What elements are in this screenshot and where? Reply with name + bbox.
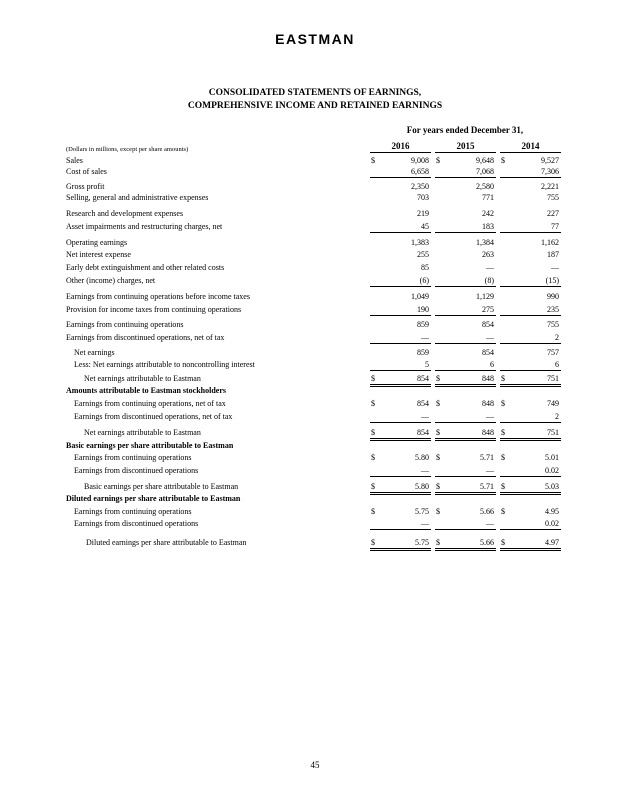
cell-value: 757: [547, 348, 559, 357]
currency-symbol: $: [436, 507, 440, 516]
cell-value: 4.95: [545, 507, 559, 516]
cell-value: 1,049: [411, 292, 429, 301]
value-cell-2016: [370, 208, 431, 219]
currency-symbol: $: [436, 156, 440, 165]
statement-row: [0, 493, 630, 504]
row-label: Earnings from continuing operations: [74, 453, 192, 462]
value-cell-2015: [435, 208, 496, 219]
cell-value: 219: [417, 209, 429, 218]
value-cell-2016: [370, 181, 431, 192]
value-cell-2016: [370, 359, 431, 371]
cell-value: 854: [482, 348, 494, 357]
cell-value: 5.71: [480, 453, 494, 462]
value-cell-2016: [370, 237, 431, 248]
value-cell-2014: [500, 518, 561, 530]
statement-row: [0, 481, 630, 492]
statement-row: [0, 332, 630, 343]
cell-value: 1,383: [411, 238, 429, 247]
row-label: Net interest expense: [66, 250, 131, 259]
currency-symbol: $: [436, 428, 440, 437]
statement-row: [0, 291, 630, 302]
currency-symbol: $: [501, 538, 505, 547]
statement-row: [0, 221, 630, 232]
value-cell-2014: [500, 452, 561, 463]
cell-value: 2: [555, 333, 559, 342]
value-cell-2016: [370, 275, 431, 287]
cell-value: 854: [417, 374, 429, 383]
statement-row: [0, 427, 630, 438]
cell-value: 5.75: [415, 538, 429, 547]
cell-value: —: [421, 412, 429, 421]
units-note: (Dollars in millions, except per share amounts): [66, 146, 189, 153]
row-label: Amounts attributable to Eastman stockholders: [66, 386, 227, 395]
row-label: Cost of sales: [66, 167, 107, 176]
statement-row: [0, 319, 630, 330]
value-cell-2015: [435, 411, 496, 423]
cell-value: 45: [421, 222, 429, 231]
cell-value: 275: [482, 305, 494, 314]
cell-value: 1,129: [476, 292, 494, 301]
value-cell-2015: [435, 506, 496, 517]
value-cell-2014: [500, 221, 561, 233]
row-label: Diluted earnings per share attributable to Eastman: [66, 494, 241, 503]
cell-value: 848: [482, 374, 494, 383]
value-cell-2015: [435, 398, 496, 409]
currency-symbol: $: [371, 453, 375, 462]
value-cell-2014: [500, 398, 561, 409]
value-cell-2016: [370, 398, 431, 409]
value-cell-2016: [370, 166, 431, 178]
cell-value: —: [551, 263, 559, 272]
cell-value: 9,527: [541, 156, 559, 165]
cell-value: 751: [547, 374, 559, 383]
cell-value: 85: [421, 263, 429, 272]
cell-value: 187: [547, 250, 559, 259]
cell-value: (15): [545, 276, 559, 285]
row-label: Operating earnings: [66, 238, 128, 247]
statement-row: [0, 262, 630, 273]
statement-row: [0, 385, 630, 396]
cell-value: 4.97: [545, 538, 559, 547]
cell-value: 755: [547, 193, 559, 202]
statement-row: [0, 440, 630, 451]
currency-symbol: $: [371, 399, 375, 408]
value-cell-2016: [370, 304, 431, 316]
currency-symbol: $: [436, 374, 440, 383]
row-label: Earnings from discontinued operations, net of tax: [66, 333, 225, 342]
value-cell-2014: [500, 262, 561, 273]
value-cell-2014: [500, 249, 561, 260]
value-cell-2015: [435, 237, 496, 248]
row-label: Less: Net earnings attributable to noncontrolling interest: [74, 360, 255, 369]
value-cell-2014: [500, 181, 561, 192]
value-cell-2015: [435, 427, 496, 441]
page-number: 45: [310, 760, 320, 770]
statement-title-line-1: CONSOLIDATED STATEMENTS OF EARNINGS,: [208, 88, 422, 98]
statement-row: [0, 373, 630, 384]
row-label: Earnings from continuing operations before income taxes: [66, 292, 250, 301]
cell-value: —: [486, 519, 494, 528]
value-cell-2014: [500, 347, 561, 358]
value-cell-2014: [500, 275, 561, 287]
value-cell-2015: [435, 249, 496, 260]
cell-value: 5: [425, 360, 429, 369]
cell-value: 5.01: [545, 453, 559, 462]
currency-symbol: $: [501, 428, 505, 437]
cell-value: 6: [555, 360, 559, 369]
statement-row: [0, 166, 630, 177]
value-cell-2016: [370, 411, 431, 423]
value-cell-2015: [435, 166, 496, 178]
statement-title-line-2: COMPREHENSIVE INCOME AND RETAINED EARNINGS: [187, 101, 443, 111]
row-label: Selling, general and administrative expenses: [66, 193, 209, 202]
cell-value: (8): [484, 276, 494, 285]
row-label: Sales: [66, 156, 83, 165]
cell-value: 5.66: [480, 507, 494, 516]
cell-value: 5.80: [415, 482, 429, 491]
currency-symbol: $: [371, 374, 375, 383]
currency-symbol: $: [501, 482, 505, 491]
value-cell-2014: [500, 359, 561, 371]
statement-row: [0, 465, 630, 476]
statement-row: [0, 304, 630, 315]
statement-row: [0, 359, 630, 370]
cell-value: 5.71: [480, 482, 494, 491]
value-cell-2016: [370, 537, 431, 551]
row-label: Diluted earnings per share attributable to Eastman: [86, 538, 247, 547]
cell-value: 5.75: [415, 507, 429, 516]
value-cell-2015: [435, 192, 496, 203]
row-label: Research and development expenses: [66, 209, 184, 218]
value-cell-2014: [500, 304, 561, 316]
currency-symbol: $: [436, 538, 440, 547]
value-cell-2015: [435, 347, 496, 358]
value-cell-2016: [370, 332, 431, 344]
cell-value: 9,648: [476, 156, 494, 165]
cell-value: 854: [482, 320, 494, 329]
value-cell-2014: [500, 192, 561, 203]
statement-row: [0, 249, 630, 260]
row-label: Basic earnings per share attributable to Eastman: [84, 482, 239, 491]
value-cell-2014: [500, 465, 561, 477]
year-header-2016: 2016: [370, 141, 431, 153]
currency-symbol: $: [436, 453, 440, 462]
value-cell-2015: [435, 518, 496, 530]
cell-value: —: [486, 412, 494, 421]
cell-value: 990: [547, 292, 559, 301]
cell-value: 859: [417, 320, 429, 329]
cell-value: 0.02: [545, 519, 559, 528]
value-cell-2014: [500, 291, 561, 302]
cell-value: 2,580: [476, 182, 494, 191]
currency-symbol: $: [371, 428, 375, 437]
cell-value: 1,162: [541, 238, 559, 247]
statement-row: [0, 506, 630, 517]
value-cell-2015: [435, 275, 496, 287]
statement-row: [0, 181, 630, 192]
value-cell-2015: [435, 332, 496, 344]
year-header-2014: 2014: [500, 141, 561, 153]
row-label: Early debt extinguishment and other related costs: [66, 263, 225, 272]
currency-symbol: $: [371, 538, 375, 547]
cell-value: (6): [419, 276, 429, 285]
value-cell-2015: [435, 359, 496, 371]
cell-value: 749: [547, 399, 559, 408]
cell-value: 771: [482, 193, 494, 202]
cell-value: 227: [547, 209, 559, 218]
currency-symbol: $: [371, 482, 375, 491]
value-cell-2015: [435, 221, 496, 233]
row-label: Net earnings attributable to Eastman: [84, 374, 201, 383]
cell-value: 2,350: [411, 182, 429, 191]
value-cell-2014: [500, 155, 561, 166]
row-label: Asset impairments and restructuring charges, net: [66, 222, 223, 231]
value-cell-2015: [435, 304, 496, 316]
cell-value: 9,008: [411, 156, 429, 165]
cell-value: 183: [482, 222, 494, 231]
cell-value: 5.03: [545, 482, 559, 491]
cell-value: 255: [417, 250, 429, 259]
value-cell-2016: [370, 347, 431, 358]
cell-value: 5.66: [480, 538, 494, 547]
cell-value: 854: [417, 428, 429, 437]
cell-value: —: [486, 333, 494, 342]
value-cell-2016: [370, 291, 431, 302]
cell-value: 235: [547, 305, 559, 314]
cell-value: 848: [482, 399, 494, 408]
statement-row: [0, 347, 630, 358]
cell-value: —: [486, 263, 494, 272]
cell-value: 7,306: [541, 167, 559, 176]
row-label: Earnings from discontinued operations: [74, 519, 199, 528]
cell-value: 6,658: [411, 167, 429, 176]
row-label: Basic earnings per share attributable to Eastman: [66, 441, 234, 450]
value-cell-2015: [435, 155, 496, 166]
cell-value: 703: [417, 193, 429, 202]
row-label: Net earnings: [74, 348, 115, 357]
value-cell-2016: [370, 506, 431, 517]
value-cell-2016: [370, 192, 431, 203]
statement-row: [0, 398, 630, 409]
currency-symbol: $: [501, 507, 505, 516]
value-cell-2016: [370, 221, 431, 233]
cell-value: —: [421, 333, 429, 342]
value-cell-2015: [435, 291, 496, 302]
cell-value: 190: [417, 305, 429, 314]
statement-row: [0, 537, 630, 548]
row-label: Provision for income taxes from continuing operations: [66, 305, 242, 314]
value-cell-2015: [435, 465, 496, 477]
value-cell-2016: [370, 452, 431, 463]
cell-value: —: [486, 466, 494, 475]
value-cell-2014: [500, 208, 561, 219]
cell-value: 755: [547, 320, 559, 329]
value-cell-2016: [370, 465, 431, 477]
value-cell-2016: [370, 155, 431, 166]
row-label: Earnings from continuing operations, net of tax: [74, 399, 226, 408]
statement-row: [0, 411, 630, 422]
value-cell-2015: [435, 452, 496, 463]
value-cell-2014: [500, 411, 561, 423]
value-cell-2016: [370, 518, 431, 530]
value-cell-2016: [370, 249, 431, 260]
cell-value: 2,221: [541, 182, 559, 191]
statement-row: [0, 155, 630, 166]
statement-row: [0, 192, 630, 203]
row-label: Net earnings attributable to Eastman: [84, 428, 201, 437]
row-label: Other (income) charges, net: [66, 276, 156, 285]
cell-value: —: [421, 466, 429, 475]
value-cell-2015: [435, 262, 496, 273]
value-cell-2014: [500, 537, 561, 551]
year-header-2015: 2015: [435, 141, 496, 153]
value-cell-2014: [500, 166, 561, 178]
cell-value: 242: [482, 209, 494, 218]
cell-value: —: [421, 519, 429, 528]
currency-symbol: $: [501, 374, 505, 383]
currency-symbol: $: [501, 453, 505, 462]
value-cell-2014: [500, 506, 561, 517]
cell-value: 1,384: [476, 238, 494, 247]
cell-value: 7,068: [476, 167, 494, 176]
value-cell-2014: [500, 427, 561, 441]
row-label: Gross profit: [66, 182, 105, 191]
cell-value: 0.02: [545, 466, 559, 475]
statement-row: [0, 237, 630, 248]
currency-symbol: $: [371, 156, 375, 165]
row-label: Earnings from continuing operations: [74, 507, 192, 516]
value-cell-2016: [370, 319, 431, 330]
statement-row: [0, 208, 630, 219]
currency-symbol: $: [501, 156, 505, 165]
value-cell-2014: [500, 237, 561, 248]
statement-row: [0, 518, 630, 529]
currency-symbol: $: [501, 399, 505, 408]
value-cell-2015: [435, 181, 496, 192]
value-cell-2015: [435, 537, 496, 551]
cell-value: 5.80: [415, 453, 429, 462]
value-cell-2015: [435, 319, 496, 330]
cell-value: 263: [482, 250, 494, 259]
cell-value: 854: [417, 399, 429, 408]
cell-value: 77: [551, 222, 559, 231]
value-cell-2014: [500, 332, 561, 344]
cell-value: 2: [555, 412, 559, 421]
row-label: Earnings from discontinued operations, net of tax: [74, 412, 233, 421]
currency-symbol: $: [436, 482, 440, 491]
cell-value: 6: [490, 360, 494, 369]
company-logo: EASTMAN: [275, 31, 355, 47]
cell-value: 848: [482, 428, 494, 437]
value-cell-2014: [500, 319, 561, 330]
currency-symbol: $: [436, 399, 440, 408]
cell-value: 859: [417, 348, 429, 357]
cell-value: 751: [547, 428, 559, 437]
statement-row: [0, 452, 630, 463]
period-heading: For years ended December 31,: [406, 125, 524, 135]
statement-row: [0, 275, 630, 286]
value-cell-2016: [370, 427, 431, 441]
row-label: Earnings from discontinued operations: [74, 466, 199, 475]
value-cell-2016: [370, 262, 431, 273]
currency-symbol: $: [371, 507, 375, 516]
row-label: Earnings from continuing operations: [66, 320, 184, 329]
